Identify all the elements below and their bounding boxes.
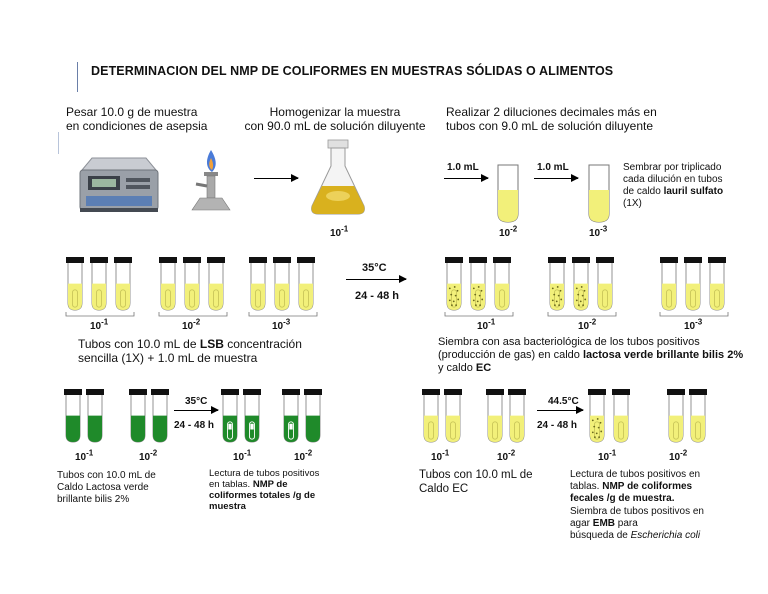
weigh-text-2: en condiciones de asepsia xyxy=(66,119,208,133)
fecal-read-6: búsqueda de Escherichia coli xyxy=(570,530,701,541)
green-read-d1-label: $10^{-1}$ xyxy=(233,448,252,463)
gas-d2-label: $10^{-2}$ xyxy=(578,317,597,332)
lsb-tube-d3-3 xyxy=(297,257,315,310)
gas-tube-d2-3 xyxy=(596,257,614,310)
lsb-tube-d3-1 xyxy=(249,257,267,310)
erlenmeyer-flask-icon xyxy=(312,140,365,214)
balance-scale-icon xyxy=(80,158,158,212)
lsb-d1-label: $10^{-1}$ xyxy=(90,317,109,332)
ec-note-2: Caldo EC xyxy=(419,483,469,495)
gas-tube-d3-2 xyxy=(684,257,702,310)
page-title: DETERMINACION DEL NMP DE COLIFORMES EN MUESTRAS SÓLIDAS O ALIMENTOS xyxy=(91,64,614,78)
lsb-tube-d2-3 xyxy=(207,257,225,310)
gas-d1-label: $10^{-1}$ xyxy=(477,317,496,332)
green-read-tube-d1-1 xyxy=(221,389,239,442)
incubation-2-time: 24 - 48 h xyxy=(174,420,215,431)
green-read-tube-d2-1 xyxy=(282,389,300,442)
fecal-read-5: agar EMB para xyxy=(570,518,638,529)
lsb-tube-d1-1 xyxy=(66,257,84,310)
arrow-to-flask xyxy=(254,178,298,179)
incubation-3-temp: 44.5°C xyxy=(548,396,579,407)
green-d2-label: $10^{-2}$ xyxy=(139,448,158,463)
arrow-incubation-3 xyxy=(537,410,583,411)
green-tube-d2-1 xyxy=(129,389,147,442)
incubation-2-temp: 35°C xyxy=(185,396,208,407)
arrow-transfer-1 xyxy=(444,178,488,179)
transfer-1-label: 1.0 mL xyxy=(447,162,479,173)
incubation-1-time: 24 - 48 h xyxy=(355,290,400,302)
weigh-text-1: Pesar 10.0 g de muestra xyxy=(66,105,198,119)
transfer-2-label: 1.0 mL xyxy=(537,162,569,173)
homogenize-text-2: con 90.0 mL de solución diluyente xyxy=(244,119,426,133)
green-read-tube-d2-2 xyxy=(304,389,322,442)
total-read-1: Lectura de tubos positivos xyxy=(209,468,320,479)
bunsen-burner-icon xyxy=(192,150,230,210)
ec-note-1: Tubos con 10.0 mL de xyxy=(419,469,533,481)
tube-2-dilution-label: $10^{-2}$ xyxy=(499,224,518,239)
dilution-tube-2 xyxy=(498,165,518,222)
lsb-note-2: sencilla (1X) + 1.0 mL de muestra xyxy=(78,351,258,365)
ec-read-d1-label: $10^{-1}$ xyxy=(598,448,617,463)
dilution-brackets xyxy=(66,312,728,316)
green-tube-d1-1 xyxy=(64,389,82,442)
incubation-3-time: 24 - 48 h xyxy=(537,420,578,431)
gas-tube-d1-1 xyxy=(445,257,463,310)
ec-tube-d1-2 xyxy=(444,389,462,442)
ec-tube-d2-2 xyxy=(508,389,526,442)
ec-read-tube-d2-2 xyxy=(689,389,707,442)
homogenize-text-1: Homogenizar la muestra xyxy=(269,105,401,119)
tube-3-dilution-label: $10^{-3}$ xyxy=(589,224,608,239)
ec-read-tube-d2-1 xyxy=(667,389,685,442)
lsb-d2-label: $10^{-2}$ xyxy=(182,317,201,332)
fecal-read-1: Lectura de tubos positivos en xyxy=(570,469,701,480)
total-read-4: muestra xyxy=(209,501,246,512)
lsb-tube-d1-2 xyxy=(90,257,108,310)
lsb-tube-d2-1 xyxy=(159,257,177,310)
dilute-text-1: Realizar 2 diluciones decimales más en xyxy=(446,105,657,119)
arrow-incubation-1 xyxy=(346,279,406,280)
fecal-read-2: tablas. NMP de coliformes xyxy=(570,481,693,492)
green-read-tube-d1-2 xyxy=(243,389,261,442)
ec-tube-d2-1 xyxy=(486,389,504,442)
positive-note-1: Siembra con asa bacteriológica de los tubos positivos xyxy=(438,336,700,348)
ec-d2-label: $10^{-2}$ xyxy=(497,448,516,463)
total-read-3: coliformes totales /g de xyxy=(209,490,316,501)
ec-read-tube-d1-2 xyxy=(612,389,630,442)
gas-tube-d1-3 xyxy=(493,257,511,310)
gas-tube-d2-1 xyxy=(548,257,566,310)
sow-text-2: cada dilución en tubos xyxy=(623,174,723,185)
gas-tube-d3-3 xyxy=(708,257,726,310)
sow-text-3: de caldo lauril sulfato xyxy=(623,186,724,197)
flask-dilution-label: $10^{-1}$ xyxy=(330,224,349,239)
green-read-d2-label: $10^{-2}$ xyxy=(294,448,313,463)
total-read-2: en tablas. NMP de xyxy=(209,479,288,490)
positive-note-2: (producción de gas) en caldo lactosa verde brillante bilis 2% xyxy=(438,349,744,361)
ec-read-d2-label: $10^{-2}$ xyxy=(669,448,688,463)
lsb-tube-d2-2 xyxy=(183,257,201,310)
ec-d1-label: $10^{-1}$ xyxy=(431,448,450,463)
lsb-note-1: Tubos con 10.0 mL de LSB concentración xyxy=(78,337,302,351)
green-d1-label: $10^{-1}$ xyxy=(75,448,94,463)
green-note-3: brillante bilis 2% xyxy=(57,494,130,505)
sow-text-1: Sembrar por triplicado xyxy=(623,162,722,173)
green-note-1: Tubos con 10.0 mL de xyxy=(57,470,156,481)
gas-d3-label: $10^{-3}$ xyxy=(684,317,703,332)
gas-tube-d3-1 xyxy=(660,257,678,310)
ec-read-tube-d1-1 xyxy=(588,389,606,442)
dilute-text-2: tubos con 9.0 mL de solución diluyente xyxy=(446,119,654,133)
gas-tube-d1-2 xyxy=(469,257,487,310)
arrow-transfer-2 xyxy=(534,178,578,179)
ec-tube-d1-1 xyxy=(422,389,440,442)
incubation-1-temp: 35°C xyxy=(362,262,387,274)
green-tube-d1-2 xyxy=(86,389,104,442)
sow-text-4: (1X) xyxy=(623,198,642,209)
fecal-read-4: Siembra de tubos positivos en xyxy=(570,506,704,517)
lsb-d3-label: $10^{-3}$ xyxy=(272,317,291,332)
green-note-2: Caldo Lactosa verde xyxy=(57,482,149,493)
dilution-tube-3 xyxy=(589,165,609,222)
positive-note-3: y caldo EC xyxy=(438,362,492,374)
green-tube-d2-2 xyxy=(151,389,169,442)
lsb-tube-d1-3 xyxy=(114,257,132,310)
lsb-tube-d3-2 xyxy=(273,257,291,310)
fecal-read-3: fecales /g de muestra. xyxy=(570,493,675,504)
arrow-incubation-2 xyxy=(174,410,218,411)
gas-tube-d2-2 xyxy=(572,257,590,310)
